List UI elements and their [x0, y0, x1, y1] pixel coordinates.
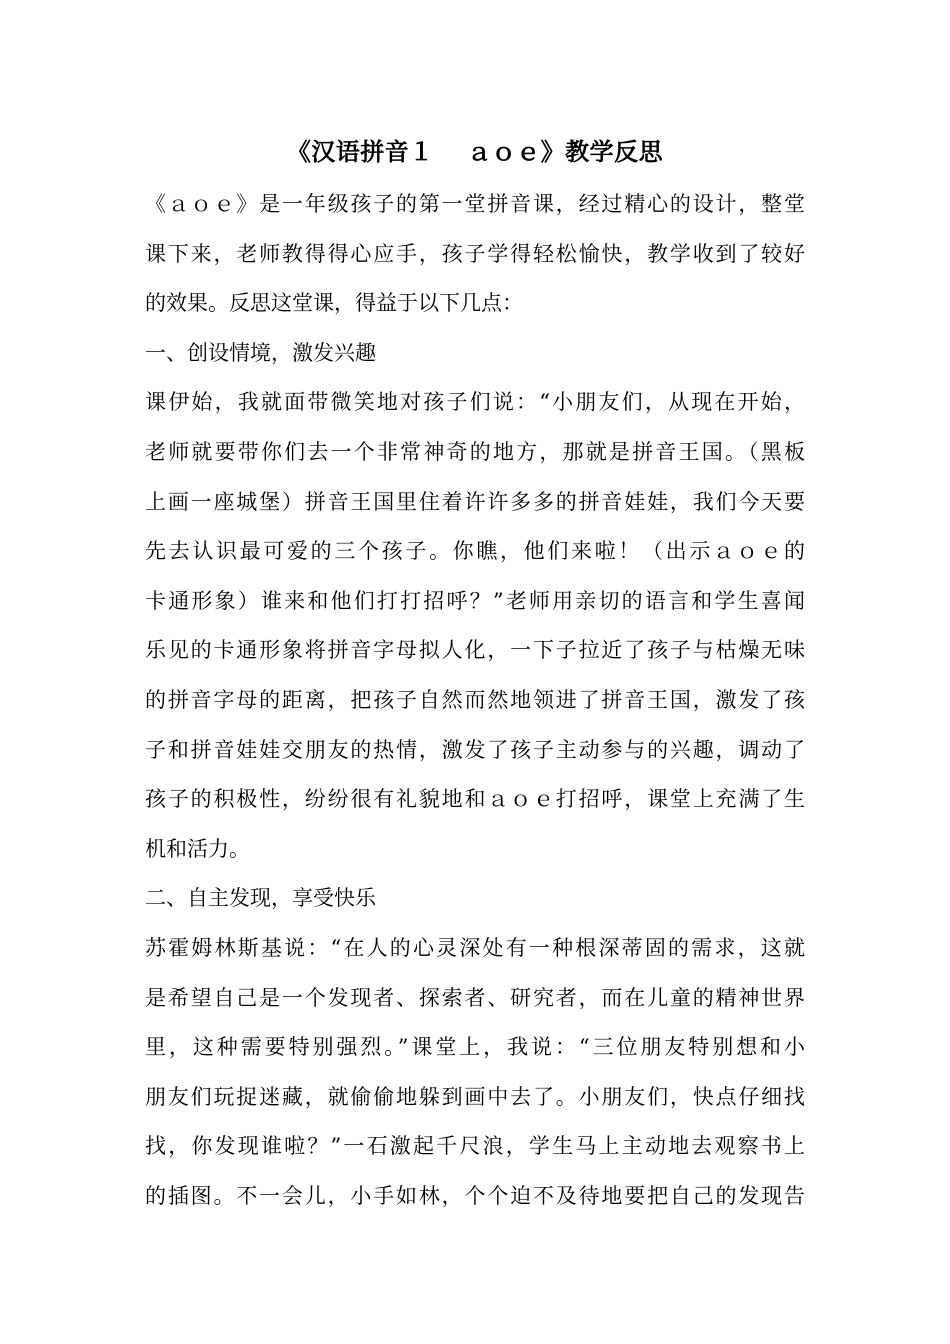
text-line: 朋友们玩捉迷藏，就偷偷地躲到画中去了。小朋友们，快点仔细找: [145, 1084, 805, 1109]
text-line: 二、自主发现，享受快乐: [145, 886, 376, 911]
text-line: 乐见的卡通形象将拼音字母拟人化，一下子拉近了孩子与枯燥无味: [145, 638, 805, 663]
text-line: 子和拼音娃娃交朋友的热情，激发了孩子主动参与的兴趣，调动了: [145, 737, 805, 762]
text-line: 里，这种需要特别强烈。”课堂上，我说：“三位朋友特别想和小: [145, 1035, 805, 1060]
text-line: 找，你发现谁啦？”一石激起千尺浪，学生马上主动地去观察书上: [145, 1134, 805, 1159]
text-line: 苏霍姆林斯基说：“在人的心灵深处有一种根深蒂固的需求，这就: [145, 935, 805, 960]
text-line: 机和活力。: [145, 836, 250, 861]
text-line: 是希望自己是一个发现者、探索者、研究者，而在儿童的精神世界: [145, 985, 805, 1010]
text-line: 的拼音字母的距离，把孩子自然而然地领进了拼音王国，激发了孩: [145, 687, 805, 712]
text-line: 课下来，老师教得得心应手，孩子学得轻松愉快，教学收到了较好: [145, 241, 805, 266]
document-title: 《汉语拼音１ ａｏｅ》教学反思: [286, 137, 664, 166]
text-line: 先去认识最可爱的三个孩子。你瞧，他们来啦！（出示ａｏｅ的: [145, 539, 805, 564]
text-line: 的插图。不一会儿，小手如林，个个迫不及待地要把自己的发现告: [145, 1183, 805, 1208]
text-line: 《ａｏｅ》是一年级孩子的第一堂拼音课，经过精心的设计，整堂: [145, 192, 805, 216]
text-line: 课伊始，我就面带微笑地对孩子们说：“小朋友们，从现在开始，: [145, 390, 805, 415]
text-line: 上画一座城堡）拼音王国里住着许许多多的拼音娃娃，我们今天要: [145, 489, 805, 514]
text-line: 一、创设情境，激发兴趣: [145, 340, 376, 365]
text-line: 老师就要带你们去一个非常神奇的地方，那就是拼音王国。（黑板: [145, 439, 805, 464]
text-line: 的效果。反思这堂课，得益于以下几点：: [145, 291, 523, 316]
document-body: [145, 180, 805, 1221]
text-line: 孩子的积极性，纷纷很有礼貌地和ａｏｅ打招呼，课堂上充满了生: [145, 787, 805, 812]
text-line: 卡通形象）谁来和他们打打招呼？”老师用亲切的语言和学生喜闻: [145, 588, 805, 613]
